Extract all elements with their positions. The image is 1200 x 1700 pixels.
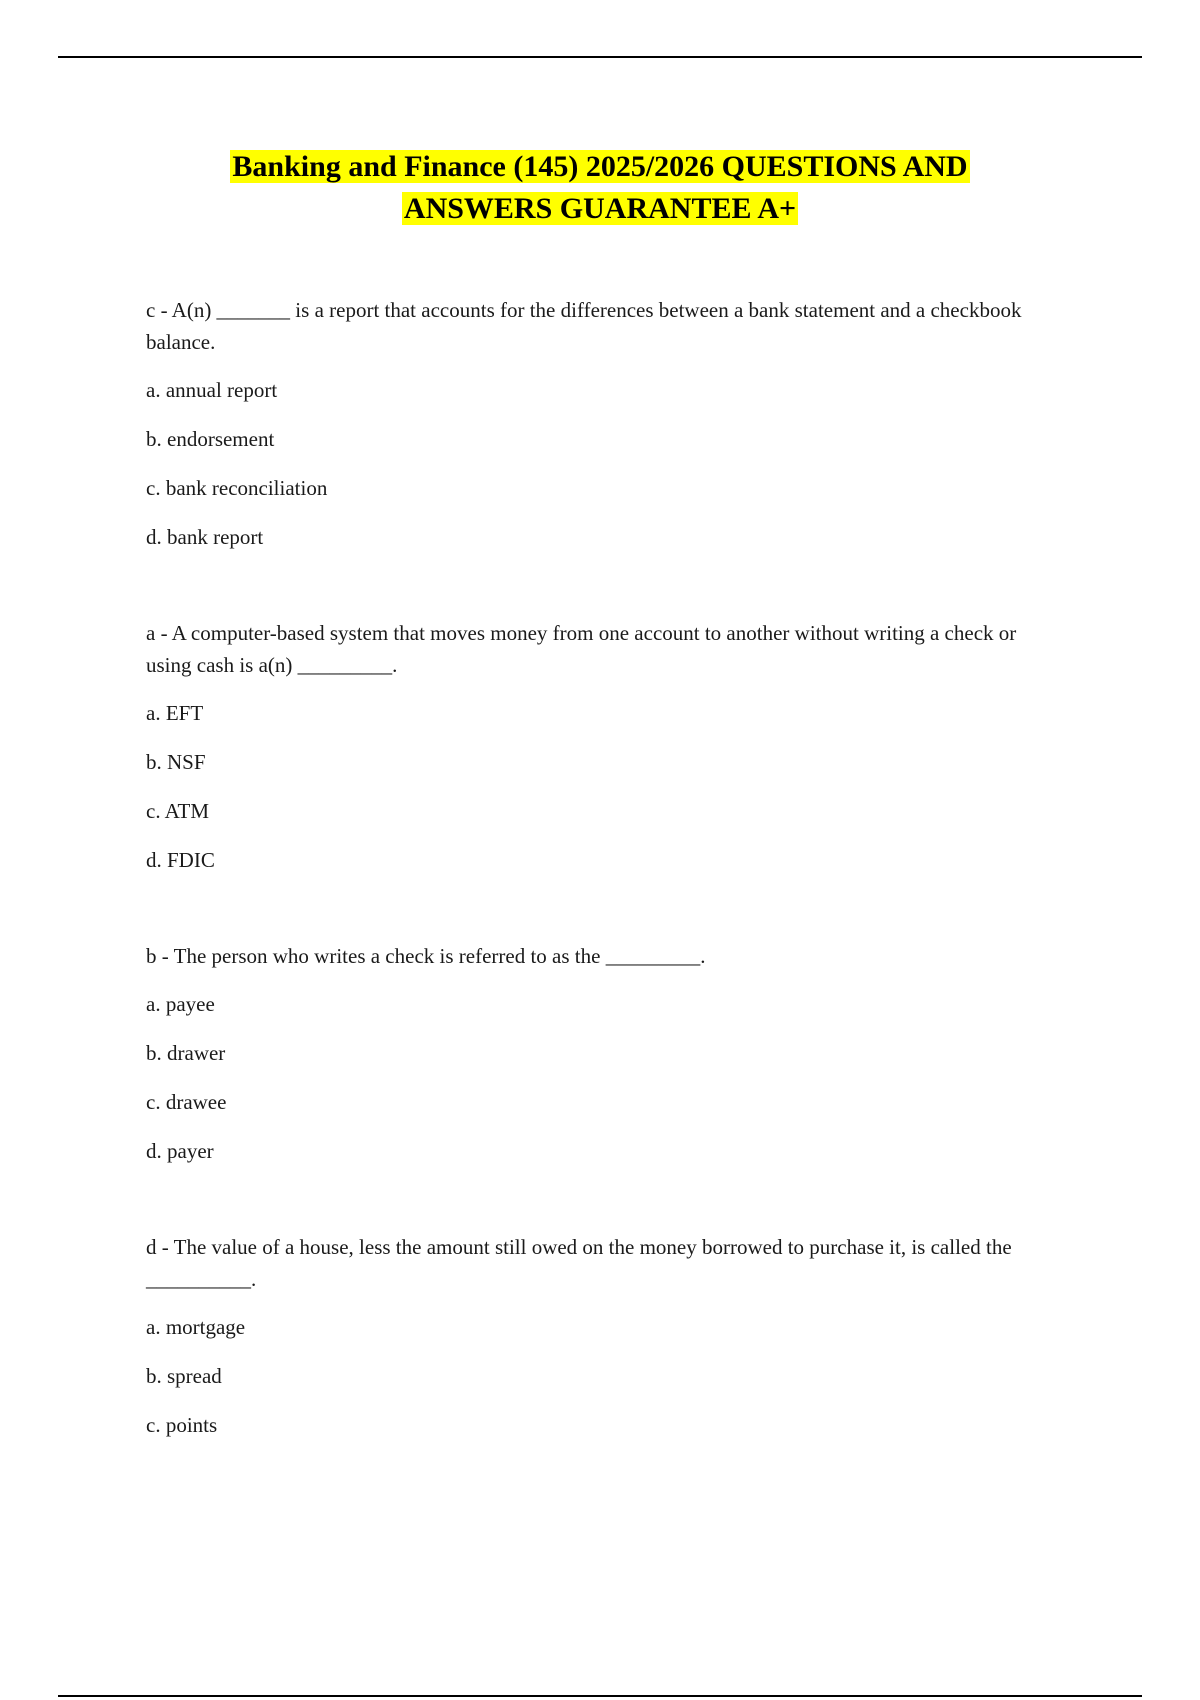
answer-option: c. points — [146, 1413, 218, 1437]
title-line-2: ANSWERS GUARANTEE A+ — [403, 192, 797, 225]
answer-option: c. drawee — [146, 1090, 227, 1114]
question-text: b - The person who writes a check is referred to as the _________. — [146, 944, 706, 968]
question-4 — [146, 1231, 1066, 1441]
answer-option: a. mortgage — [146, 1315, 246, 1339]
question-text: d - The value of a house, less the amount still owed on the money borrowed to purchase it, is called the __________. — [146, 1235, 1012, 1291]
question-1 — [146, 294, 1066, 553]
answer-option: a. payee — [146, 992, 215, 1016]
question-text: c - A(n) _______ is a report that accounts for the differences between a bank statement and a checkbook balance. — [146, 298, 1022, 354]
bottom-rule — [58, 1695, 1142, 1697]
answer-option: b. drawer — [146, 1041, 226, 1065]
answer-option: c. ATM — [146, 799, 209, 823]
answer-option: d. bank report — [146, 525, 264, 549]
title-line-1: Banking and Finance (145) 2025/2026 QUESTIONS AND — [232, 150, 968, 183]
question-3 — [146, 940, 1066, 1167]
answer-option: a. EFT — [146, 701, 204, 725]
document-title — [0, 146, 1200, 230]
answer-option: c. bank reconciliation — [146, 476, 328, 500]
answer-option: b. spread — [146, 1364, 222, 1388]
answer-option: b. endorsement — [146, 427, 275, 451]
answer-option: d. payer — [146, 1139, 214, 1163]
question-2 — [146, 617, 1066, 876]
answer-option: a. annual report — [146, 378, 278, 402]
answer-option: d. FDIC — [146, 848, 215, 872]
question-text: a - A computer-based system that moves money from one account to another without writing a check or using cash is a(n) _________. — [146, 621, 1017, 677]
answer-option: b. NSF — [146, 750, 206, 774]
top-rule — [58, 56, 1142, 58]
